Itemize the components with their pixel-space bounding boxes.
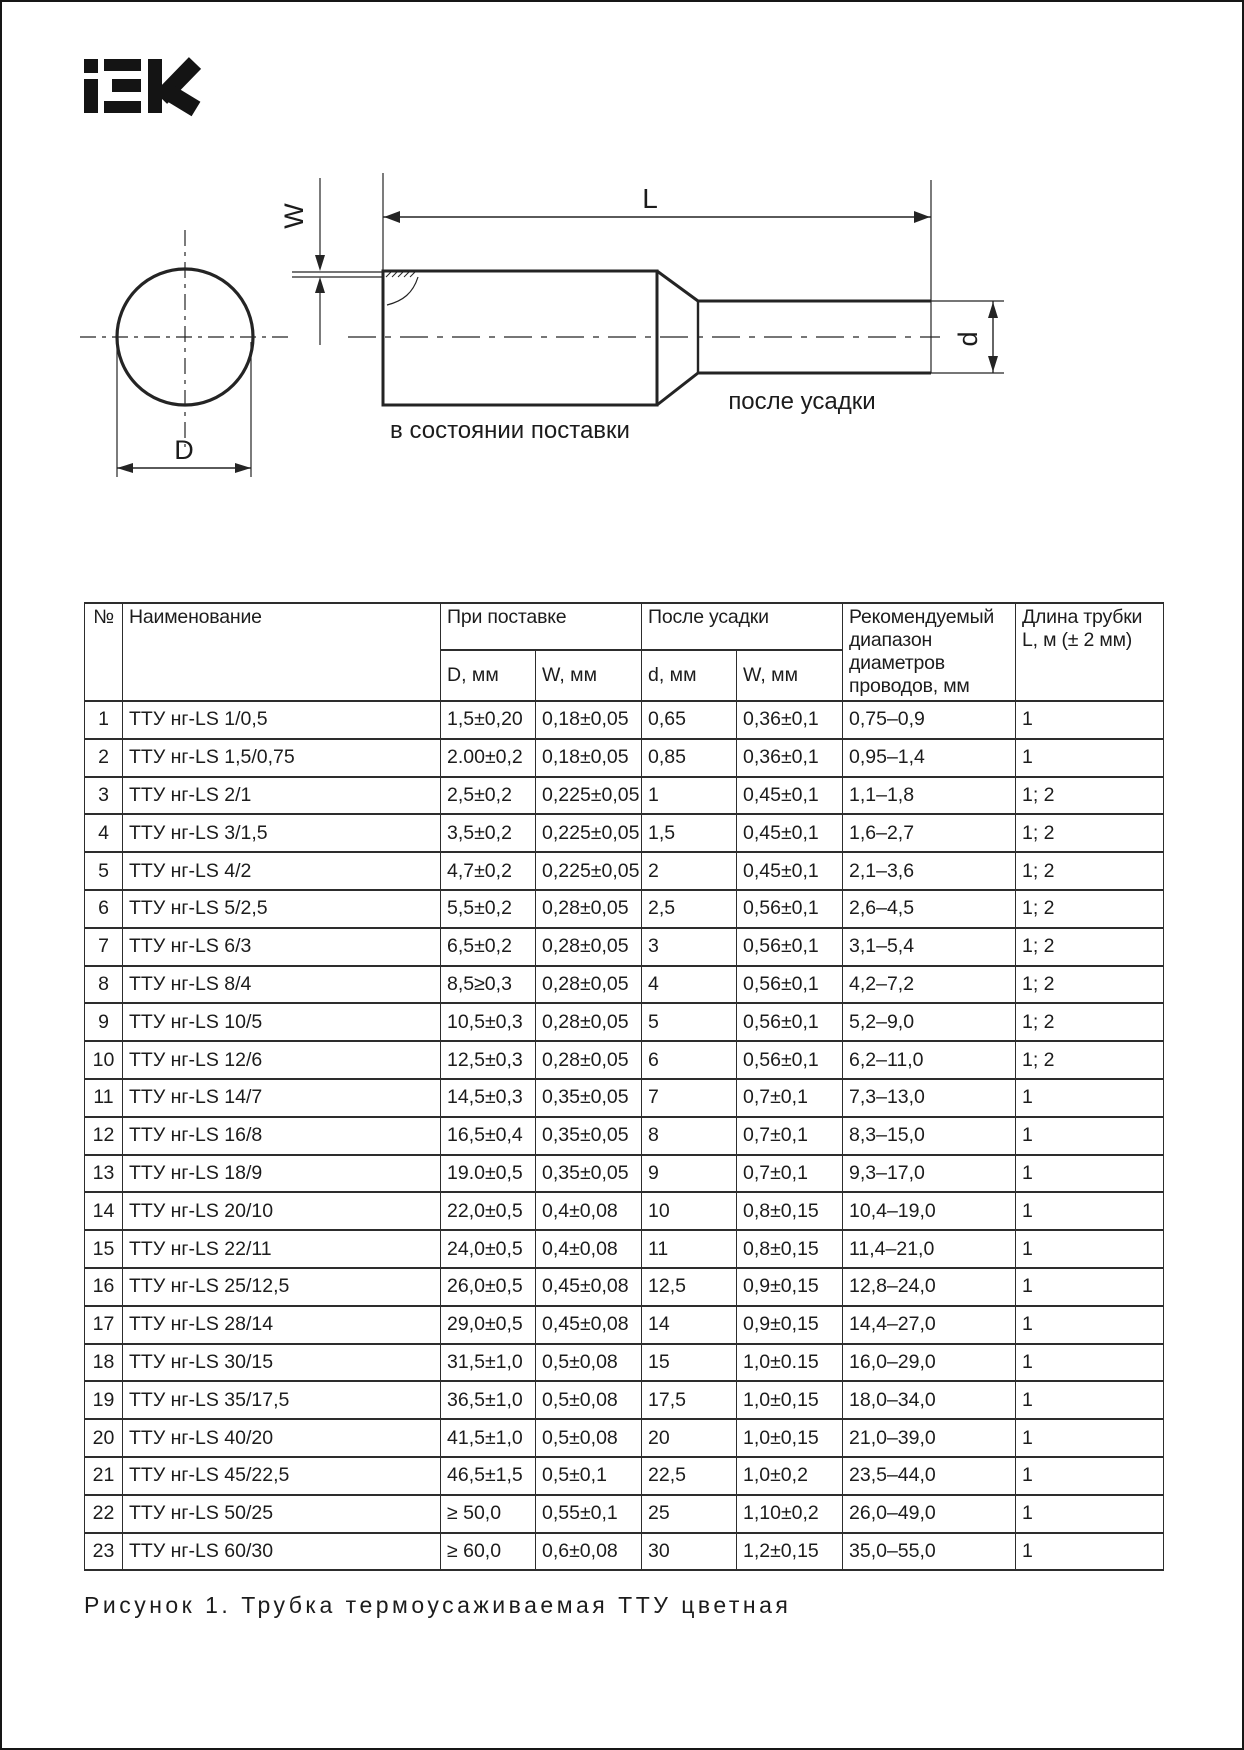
header-sub-W2: W, мм xyxy=(737,650,843,701)
cell-num: 8 xyxy=(85,966,123,1004)
cell-W2: 1,0±0,15 xyxy=(737,1381,843,1419)
cell-name: ТТУ нг-LS 40/20 xyxy=(123,1419,441,1457)
cell-d: 30 xyxy=(642,1533,737,1571)
cell-W2: 1,2±0,15 xyxy=(737,1533,843,1571)
cell-name: ТТУ нг-LS 28/14 xyxy=(123,1306,441,1344)
table-row xyxy=(85,1003,1164,1041)
cell-W1: 0,45±0,08 xyxy=(536,1268,642,1306)
cell-length: 1 xyxy=(1016,1155,1164,1193)
cell-W2: 0,7±0,1 xyxy=(737,1079,843,1117)
cell-W2: 0,9±0,15 xyxy=(737,1268,843,1306)
table-row xyxy=(85,928,1164,966)
cell-D: 2.00±0,2 xyxy=(441,739,536,777)
cell-num: 23 xyxy=(85,1533,123,1571)
cell-name: ТТУ нг-LS 1/0,5 xyxy=(123,701,441,739)
cell-num: 21 xyxy=(85,1457,123,1495)
cell-D: 19.0±0,5 xyxy=(441,1155,536,1193)
iek-logo xyxy=(84,56,206,118)
cell-num: 11 xyxy=(85,1079,123,1117)
figure-caption: Рисунок 1. Трубка термоусаживаемая ТТУ цветная xyxy=(84,1592,792,1618)
cell-D: 12,5±0,3 xyxy=(441,1041,536,1079)
cell-num: 4 xyxy=(85,814,123,852)
cell-W2: 0,7±0,1 xyxy=(737,1117,843,1155)
dim-label-d: d xyxy=(953,331,983,347)
cell-length: 1 xyxy=(1016,1495,1164,1533)
cell-d: 0,85 xyxy=(642,739,737,777)
cell-W2: 0,56±0,1 xyxy=(737,890,843,928)
cell-W1: 0,225±0,05 xyxy=(536,814,642,852)
cell-range: 9,3–17,0 xyxy=(843,1155,1016,1193)
cell-D: 31,5±1,0 xyxy=(441,1344,536,1382)
cell-D: 3,5±0,2 xyxy=(441,814,536,852)
table-row xyxy=(85,890,1164,928)
cell-W1: 0,5±0,08 xyxy=(536,1344,642,1382)
cell-W1: 0,35±0,05 xyxy=(536,1117,642,1155)
label-after-shrink: после усадки xyxy=(728,388,876,415)
cell-D: 2,5±0,2 xyxy=(441,777,536,815)
cell-W2: 1,0±0,15 xyxy=(737,1419,843,1457)
cell-W1: 0,45±0,08 xyxy=(536,1306,642,1344)
table-row xyxy=(85,1419,1164,1457)
cell-d: 22,5 xyxy=(642,1457,737,1495)
dim-label-L: L xyxy=(642,183,658,214)
cell-d: 7 xyxy=(642,1079,737,1117)
cell-name: ТТУ нг-LS 12/6 xyxy=(123,1041,441,1079)
cell-range: 16,0–29,0 xyxy=(843,1344,1016,1382)
cell-name: ТТУ нг-LS 30/15 xyxy=(123,1344,441,1382)
cell-length: 1 xyxy=(1016,1533,1164,1571)
cell-W1: 0,4±0,08 xyxy=(536,1230,642,1268)
table-row xyxy=(85,1079,1164,1117)
cell-d: 17,5 xyxy=(642,1381,737,1419)
header-after-shrink: После усадки xyxy=(642,603,843,650)
table-row xyxy=(85,966,1164,1004)
cell-num: 18 xyxy=(85,1344,123,1382)
cell-D: 5,5±0,2 xyxy=(441,890,536,928)
cell-length: 1 xyxy=(1016,1117,1164,1155)
cell-W1: 0,225±0,05 xyxy=(536,777,642,815)
header-sub-D: D, мм xyxy=(441,650,536,701)
cell-range: 26,0–49,0 xyxy=(843,1495,1016,1533)
cell-name: ТТУ нг-LS 6/3 xyxy=(123,928,441,966)
cell-num: 15 xyxy=(85,1230,123,1268)
cell-W1: 0,28±0,05 xyxy=(536,928,642,966)
cell-length: 1; 2 xyxy=(1016,966,1164,1004)
dim-label-W: W xyxy=(279,203,309,229)
label-supplied-state: в состоянии поставки xyxy=(390,417,630,444)
cell-range: 3,1–5,4 xyxy=(843,928,1016,966)
cell-d: 9 xyxy=(642,1155,737,1193)
dim-label-D: D xyxy=(174,435,194,465)
cell-length: 1 xyxy=(1016,1230,1164,1268)
cell-d: 10 xyxy=(642,1192,737,1230)
cell-D: 24,0±0,5 xyxy=(441,1230,536,1268)
cell-range: 1,1–1,8 xyxy=(843,777,1016,815)
technical-drawing xyxy=(0,140,1244,500)
cell-W1: 0,28±0,05 xyxy=(536,1003,642,1041)
cell-d: 11 xyxy=(642,1230,737,1268)
cell-num: 5 xyxy=(85,852,123,890)
cell-range: 12,8–24,0 xyxy=(843,1268,1016,1306)
cell-length: 1 xyxy=(1016,739,1164,777)
cell-D: 22,0±0,5 xyxy=(441,1192,536,1230)
cell-D: 8,5≥0,3 xyxy=(441,966,536,1004)
cell-W2: 1,0±0.15 xyxy=(737,1344,843,1382)
tube-body-supplied xyxy=(383,271,657,405)
header-sub-d: d, мм xyxy=(642,650,737,701)
cell-d: 20 xyxy=(642,1419,737,1457)
cell-length: 1 xyxy=(1016,1457,1164,1495)
cell-W1: 0,225±0,05 xyxy=(536,852,642,890)
cell-d: 0,65 xyxy=(642,701,737,739)
cell-d: 12,5 xyxy=(642,1268,737,1306)
cell-range: 21,0–39,0 xyxy=(843,1419,1016,1457)
header-name: Наименование xyxy=(123,603,441,701)
cell-num: 9 xyxy=(85,1003,123,1041)
cell-name: ТТУ нг-LS 25/12,5 xyxy=(123,1268,441,1306)
cell-d: 2,5 xyxy=(642,890,737,928)
table-row xyxy=(85,1344,1164,1382)
cell-num: 3 xyxy=(85,777,123,815)
cell-num: 12 xyxy=(85,1117,123,1155)
cell-W1: 0,4±0,08 xyxy=(536,1192,642,1230)
cell-W2: 0,9±0,15 xyxy=(737,1306,843,1344)
cell-W2: 0,36±0,1 xyxy=(737,739,843,777)
cell-range: 0,75–0,9 xyxy=(843,701,1016,739)
cell-W1: 0,5±0,08 xyxy=(536,1381,642,1419)
cell-name: ТТУ нг-LS 10/5 xyxy=(123,1003,441,1041)
table-row xyxy=(85,701,1164,739)
cell-num: 13 xyxy=(85,1155,123,1193)
cell-d: 14 xyxy=(642,1306,737,1344)
cell-D: 36,5±1,0 xyxy=(441,1381,536,1419)
table-row xyxy=(85,1041,1164,1079)
cell-length: 1 xyxy=(1016,701,1164,739)
cell-D: 10,5±0,3 xyxy=(441,1003,536,1041)
cell-d: 2 xyxy=(642,852,737,890)
header-sub-W1: W, мм xyxy=(536,650,642,701)
cell-W2: 0,56±0,1 xyxy=(737,966,843,1004)
table-row xyxy=(85,1533,1164,1571)
cell-W1: 0,5±0,08 xyxy=(536,1419,642,1457)
cell-W1: 0,6±0,08 xyxy=(536,1533,642,1571)
header-num: № xyxy=(85,603,123,701)
cell-D: 1,5±0,20 xyxy=(441,701,536,739)
cell-D: 26,0±0,5 xyxy=(441,1268,536,1306)
table-row xyxy=(85,1155,1164,1193)
cell-W2: 0,45±0,1 xyxy=(737,852,843,890)
cell-d: 4 xyxy=(642,966,737,1004)
cell-W1: 0,28±0,05 xyxy=(536,890,642,928)
cell-num: 16 xyxy=(85,1268,123,1306)
cell-range: 10,4–19,0 xyxy=(843,1192,1016,1230)
table-row xyxy=(85,777,1164,815)
cell-name: ТТУ нг-LS 16/8 xyxy=(123,1117,441,1155)
cell-D: 41,5±1,0 xyxy=(441,1419,536,1457)
cell-range: 7,3–13,0 xyxy=(843,1079,1016,1117)
cell-length: 1; 2 xyxy=(1016,814,1164,852)
cell-d: 6 xyxy=(642,1041,737,1079)
header-length: Длина трубки L, м (± 2 мм) xyxy=(1016,603,1164,701)
cell-D: ≥ 60,0 xyxy=(441,1533,536,1571)
cell-d: 1,5 xyxy=(642,814,737,852)
cell-range: 6,2–11,0 xyxy=(843,1041,1016,1079)
cell-num: 14 xyxy=(85,1192,123,1230)
table-row xyxy=(85,1117,1164,1155)
cell-range: 23,5–44,0 xyxy=(843,1457,1016,1495)
table-row xyxy=(85,852,1164,890)
cell-length: 1 xyxy=(1016,1192,1164,1230)
cell-range: 11,4–21,0 xyxy=(843,1230,1016,1268)
cell-name: ТТУ нг-LS 2/1 xyxy=(123,777,441,815)
cell-d: 8 xyxy=(642,1117,737,1155)
iek-logo-glyphs xyxy=(84,59,196,113)
cell-W2: 0,36±0,1 xyxy=(737,701,843,739)
cell-length: 1; 2 xyxy=(1016,1041,1164,1079)
table-row xyxy=(85,1495,1164,1533)
table-row xyxy=(85,1306,1164,1344)
cell-D: 14,5±0,3 xyxy=(441,1079,536,1117)
table-row xyxy=(85,1192,1164,1230)
cell-d: 3 xyxy=(642,928,737,966)
cell-D: 29,0±0,5 xyxy=(441,1306,536,1344)
cell-range: 8,3–15,0 xyxy=(843,1117,1016,1155)
cell-W1: 0,18±0,05 xyxy=(536,739,642,777)
cell-length: 1; 2 xyxy=(1016,1003,1164,1041)
spec-table xyxy=(84,602,1164,1571)
cell-range: 5,2–9,0 xyxy=(843,1003,1016,1041)
cell-W2: 0,56±0,1 xyxy=(737,1003,843,1041)
cell-name: ТТУ нг-LS 22/11 xyxy=(123,1230,441,1268)
cell-num: 7 xyxy=(85,928,123,966)
cell-W1: 0,28±0,05 xyxy=(536,966,642,1004)
cell-num: 2 xyxy=(85,739,123,777)
cell-name: ТТУ нг-LS 3/1,5 xyxy=(123,814,441,852)
cell-length: 1 xyxy=(1016,1268,1164,1306)
table-row xyxy=(85,739,1164,777)
cell-range: 14,4–27,0 xyxy=(843,1306,1016,1344)
cell-W2: 0,8±0,15 xyxy=(737,1230,843,1268)
table-row xyxy=(85,1381,1164,1419)
cell-W2: 0,45±0,1 xyxy=(737,814,843,852)
cell-length: 1; 2 xyxy=(1016,852,1164,890)
table-body xyxy=(85,701,1164,1570)
cell-W1: 0,18±0,05 xyxy=(536,701,642,739)
cell-W2: 0,45±0,1 xyxy=(737,777,843,815)
cell-D: 46,5±1,5 xyxy=(441,1457,536,1495)
cell-d: 15 xyxy=(642,1344,737,1382)
cell-D: 4,7±0,2 xyxy=(441,852,536,890)
cell-W1: 0,5±0,1 xyxy=(536,1457,642,1495)
cell-name: ТТУ нг-LS 20/10 xyxy=(123,1192,441,1230)
cell-d: 1 xyxy=(642,777,737,815)
cell-name: ТТУ нг-LS 1,5/0,75 xyxy=(123,739,441,777)
cell-length: 1 xyxy=(1016,1381,1164,1419)
cell-num: 19 xyxy=(85,1381,123,1419)
cell-length: 1 xyxy=(1016,1079,1164,1117)
cell-name: ТТУ нг-LS 18/9 xyxy=(123,1155,441,1193)
cell-num: 22 xyxy=(85,1495,123,1533)
cell-D: 6,5±0,2 xyxy=(441,928,536,966)
cell-W1: 0,35±0,05 xyxy=(536,1155,642,1193)
cell-num: 6 xyxy=(85,890,123,928)
cell-length: 1; 2 xyxy=(1016,890,1164,928)
cell-range: 18,0–34,0 xyxy=(843,1381,1016,1419)
cell-name: ТТУ нг-LS 14/7 xyxy=(123,1079,441,1117)
cell-W1: 0,55±0,1 xyxy=(536,1495,642,1533)
cell-name: ТТУ нг-LS 4/2 xyxy=(123,852,441,890)
table-row xyxy=(85,1457,1164,1495)
cell-range: 0,95–1,4 xyxy=(843,739,1016,777)
table-row xyxy=(85,1268,1164,1306)
cell-range: 35,0–55,0 xyxy=(843,1533,1016,1571)
cell-D: ≥ 50,0 xyxy=(441,1495,536,1533)
cell-range: 2,6–4,5 xyxy=(843,890,1016,928)
cell-W1: 0,35±0,05 xyxy=(536,1079,642,1117)
cell-name: ТТУ нг-LS 35/17,5 xyxy=(123,1381,441,1419)
cell-d: 25 xyxy=(642,1495,737,1533)
cell-W2: 1,0±0,2 xyxy=(737,1457,843,1495)
cell-length: 1; 2 xyxy=(1016,928,1164,966)
cell-D: 16,5±0,4 xyxy=(441,1117,536,1155)
header-at-delivery: При поставке xyxy=(441,603,642,650)
cell-name: ТТУ нг-LS 5/2,5 xyxy=(123,890,441,928)
cell-W2: 1,10±0,2 xyxy=(737,1495,843,1533)
cell-name: ТТУ нг-LS 60/30 xyxy=(123,1533,441,1571)
cell-W2: 0,56±0,1 xyxy=(737,928,843,966)
cell-W2: 0,7±0,1 xyxy=(737,1155,843,1193)
cell-name: ТТУ нг-LS 45/22,5 xyxy=(123,1457,441,1495)
table-row xyxy=(85,814,1164,852)
cell-name: ТТУ нг-LS 8/4 xyxy=(123,966,441,1004)
cell-d: 5 xyxy=(642,1003,737,1041)
cell-W1: 0,28±0,05 xyxy=(536,1041,642,1079)
cell-W2: 0,8±0,15 xyxy=(737,1192,843,1230)
cell-name: ТТУ нг-LS 50/25 xyxy=(123,1495,441,1533)
header-recommended: Рекомендуемый диапазон диаметров проводов, мм xyxy=(843,603,1016,701)
cell-num: 17 xyxy=(85,1306,123,1344)
cell-range: 1,6–2,7 xyxy=(843,814,1016,852)
cell-length: 1; 2 xyxy=(1016,777,1164,815)
cell-range: 4,2–7,2 xyxy=(843,966,1016,1004)
cell-length: 1 xyxy=(1016,1344,1164,1382)
cell-length: 1 xyxy=(1016,1306,1164,1344)
cell-range: 2,1–3,6 xyxy=(843,852,1016,890)
cell-length: 1 xyxy=(1016,1419,1164,1457)
cell-num: 10 xyxy=(85,1041,123,1079)
cell-num: 20 xyxy=(85,1419,123,1457)
cell-num: 1 xyxy=(85,701,123,739)
cell-W2: 0,56±0,1 xyxy=(737,1041,843,1079)
table-row xyxy=(85,1230,1164,1268)
